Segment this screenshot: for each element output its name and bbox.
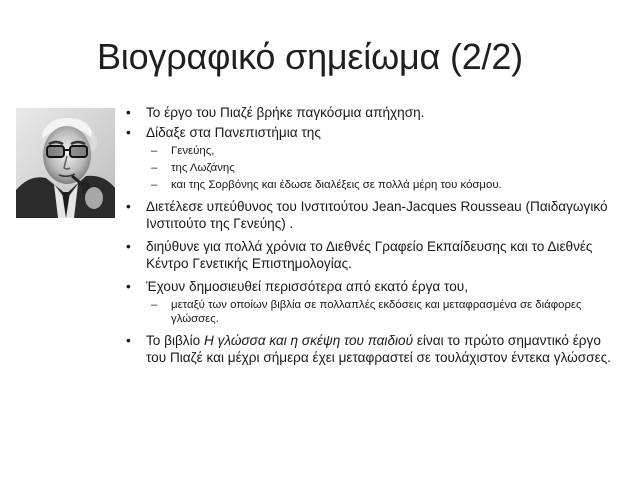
portrait-photo — [16, 108, 115, 218]
bullet-text: Έχουν δημοσιευθεί περισσότερα από εκατό έργα του, — [146, 279, 468, 294]
bullet-text: διηύθυνε για πολλά χρόνια το Διεθνές Γραφείο Εκπαίδευσης και το Διεθνές Κέντρο Γενετικής Επιστημολογίας. — [146, 239, 593, 271]
bullet-item — [124, 238, 624, 272]
bullet-item — [124, 104, 624, 121]
book-title-text: Η γλώσσα και η σκέψη του παιδιού — [203, 333, 414, 348]
sub-bullet-item — [124, 161, 624, 175]
bullet-text: Το βιβλίο — [146, 333, 204, 348]
sub-bullet-item — [124, 178, 624, 192]
bullet-text: Δίδαξε στα Πανεπιστήμια της — [146, 125, 321, 140]
bullet-marker: • — [126, 105, 131, 120]
bullet-item — [124, 198, 624, 232]
bullet-text: Το έργο του Πιαζέ βρήκε παγκόσμια απήχηση. — [146, 105, 425, 120]
slide-title: Βιογραφικό σημείωμα (2/2) — [97, 36, 523, 77]
dash-marker: – — [151, 299, 158, 311]
bullet-item — [124, 278, 624, 295]
bullet-text: μεταξύ των οποίων βιβλία σε πολλαπλές εκδόσεις και μεταφρασμένα σε διάφορες γλώσσες. — [171, 299, 582, 325]
bullet-text: είναι το πρώτο σημαντικό έργο του Πιαζέ και μέχρι σήμερα έχει μεταφραστεί σε τουλάχιστον έντεκα γλώσσες. — [146, 333, 611, 365]
bullet-item — [124, 124, 624, 141]
bullet-text: της Λωζάνης — [171, 162, 235, 174]
bullet-marker: • — [126, 125, 131, 140]
bullet-text: Γενεύης, — [171, 145, 215, 157]
bullet-text: Διετέλεσε υπεύθυνος του Ινστιτούτου Jean-Jacques Rousseau (Παιδαγωγικό Ινστιτούτο της Γενεύης) . — [146, 199, 608, 231]
bullet-text: και της Σορβόνης και έδωσε διαλέξεις σε πολλά μέρη του κόσμου. — [171, 179, 502, 191]
bullet-item — [124, 332, 624, 366]
bullet-list — [124, 101, 624, 366]
dash-marker: – — [151, 162, 158, 174]
sub-bullet-item — [124, 298, 624, 326]
bullet-marker: • — [126, 279, 131, 294]
sub-bullet-item — [124, 144, 624, 158]
dash-marker: – — [151, 145, 158, 157]
dash-marker: – — [151, 179, 158, 191]
bullet-marker: • — [126, 239, 131, 254]
bullet-marker: • — [126, 199, 131, 214]
bullet-marker: • — [126, 333, 131, 348]
